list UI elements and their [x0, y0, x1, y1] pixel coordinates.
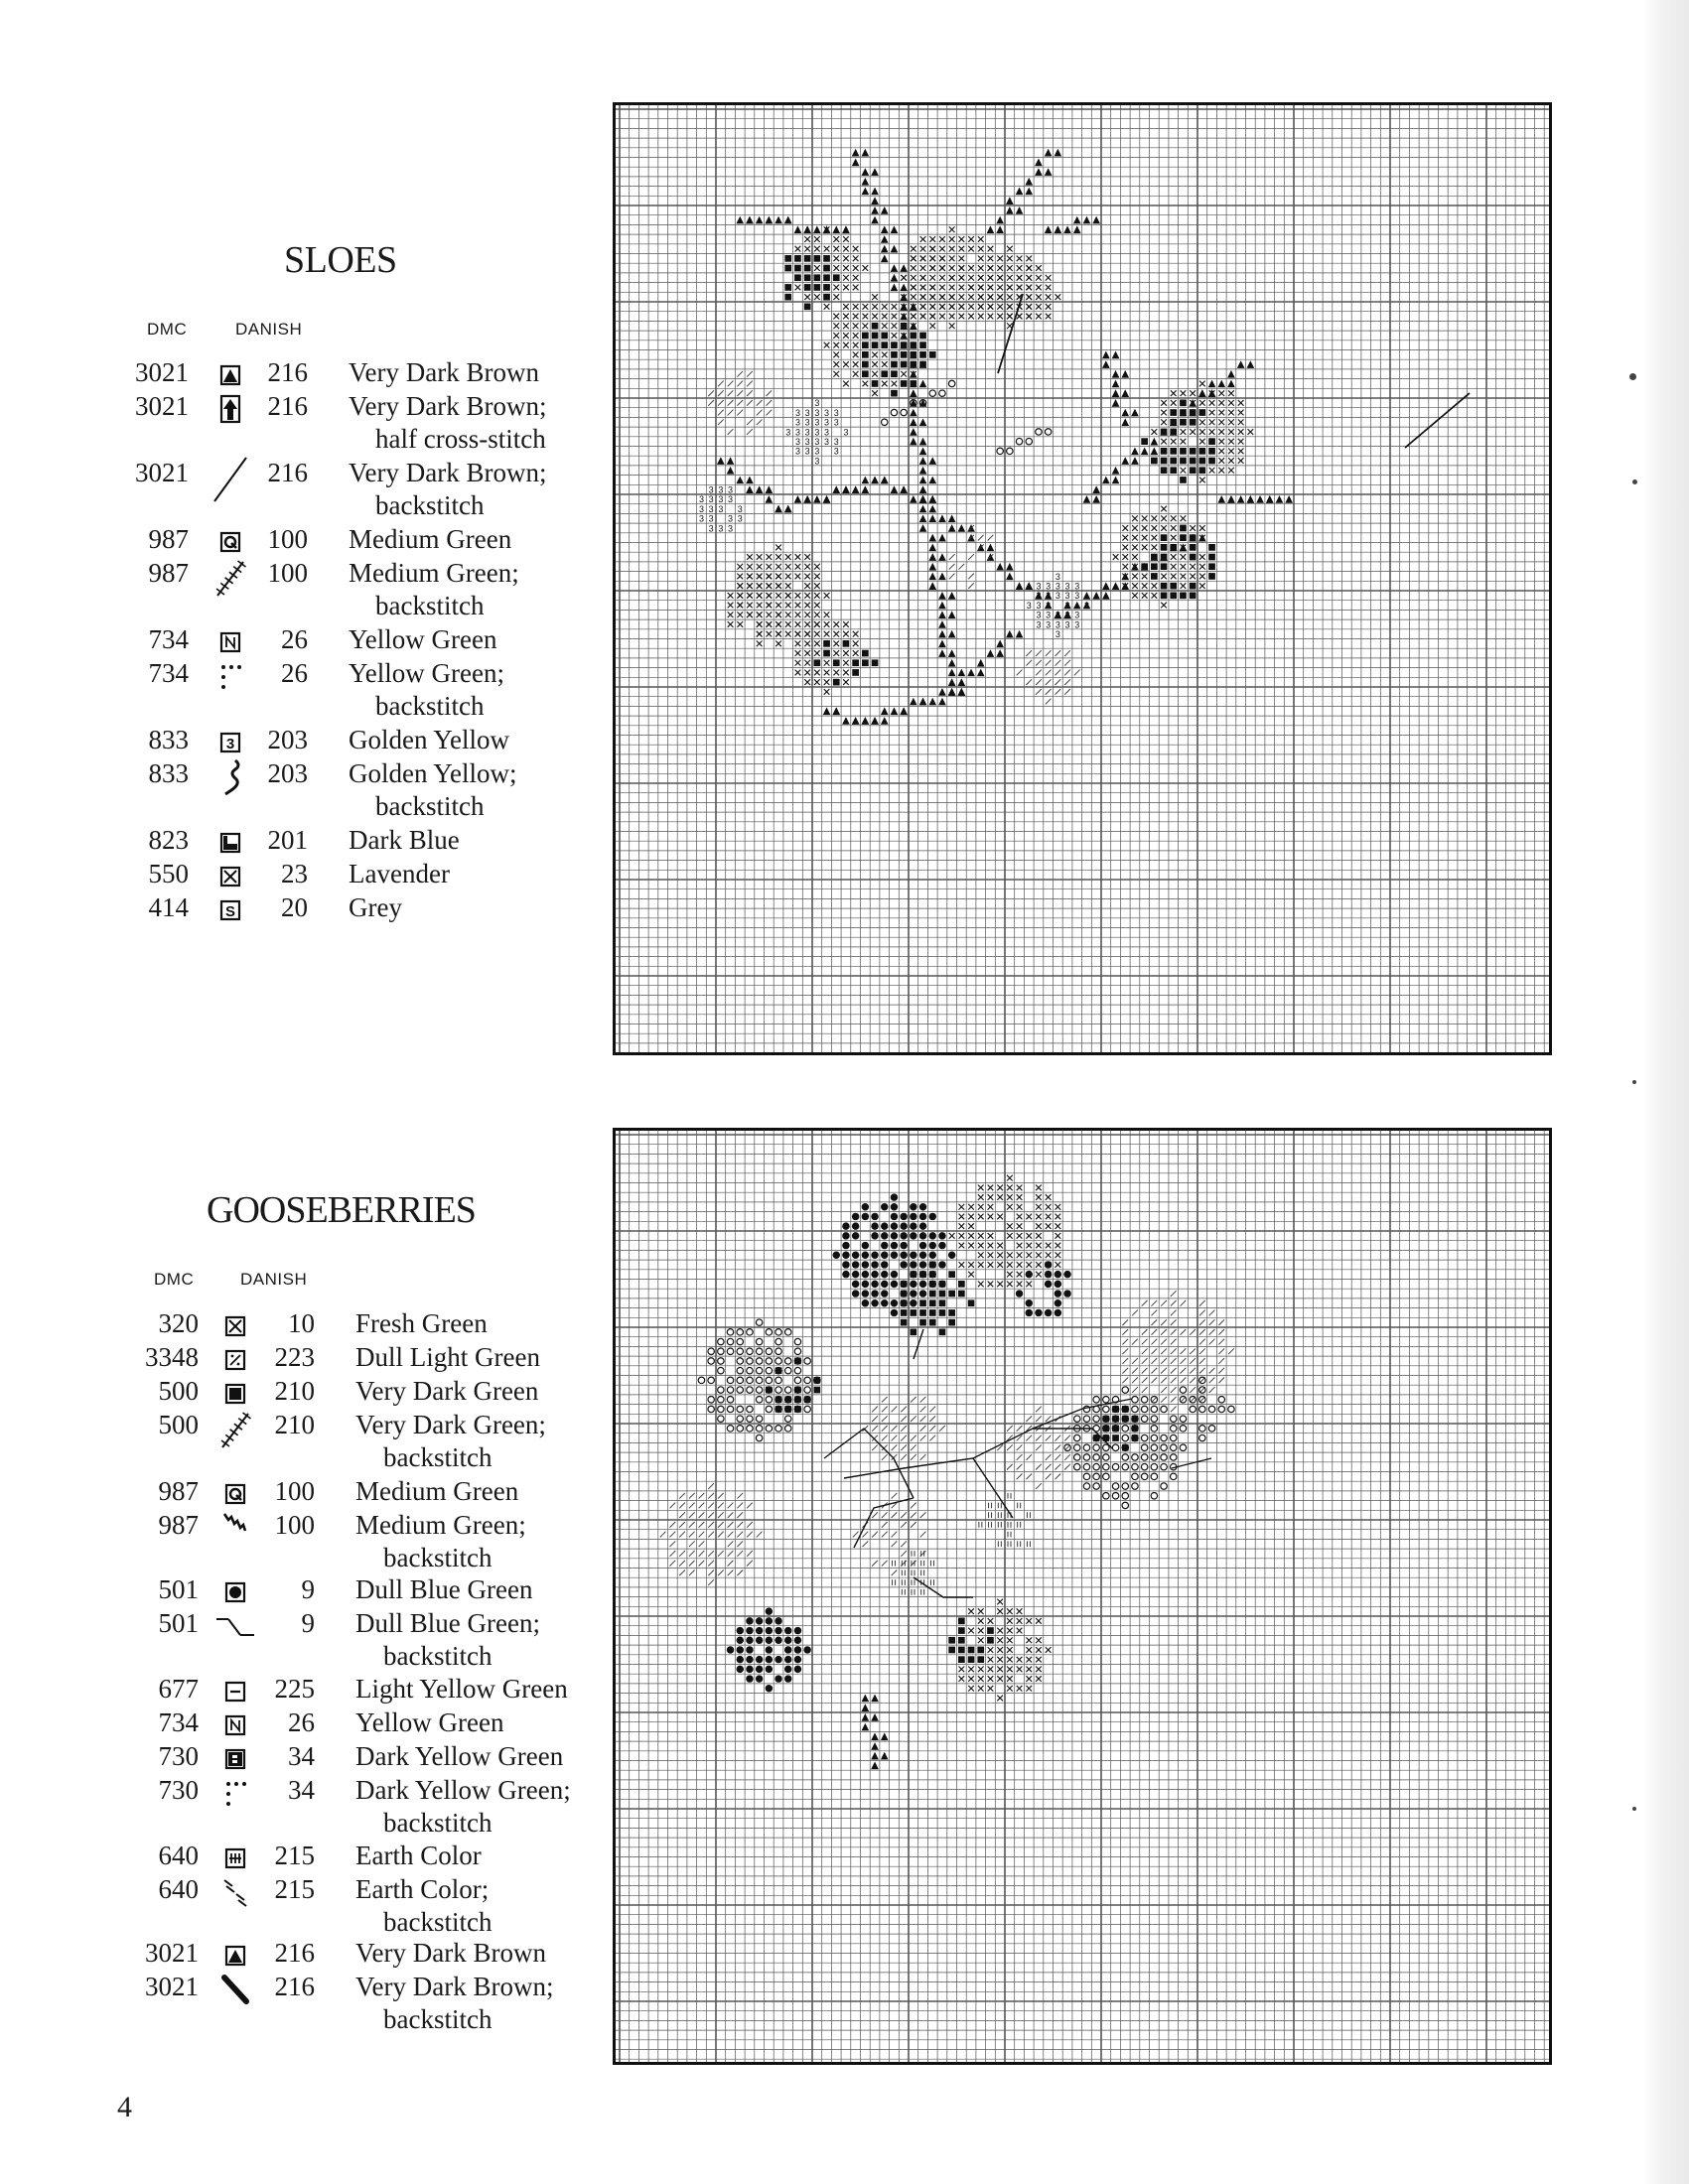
legend-row	[0, 1773, 596, 1838]
svg-text:3: 3	[718, 484, 724, 495]
color-name: Yellow Green	[349, 624, 497, 654]
svg-text:3: 3	[718, 523, 724, 534]
svg-text:3: 3	[824, 407, 830, 418]
dmc-number: 987	[148, 524, 189, 554]
svg-text:3: 3	[1064, 610, 1070, 620]
svg-text:3: 3	[728, 484, 734, 495]
svg-text:3: 3	[1074, 591, 1080, 602]
dmc-number: 501	[158, 1608, 199, 1638]
color-name: Medium Green;	[349, 558, 519, 588]
svg-text:3: 3	[794, 437, 800, 447]
color-name: Very Dark Green;	[355, 1410, 546, 1439]
legend-row	[0, 1936, 596, 1970]
dmc-number: 3021	[145, 1972, 199, 2001]
chart-grid	[616, 105, 1549, 1052]
svg-text:3: 3	[1055, 610, 1060, 620]
svg-text:3: 3	[1074, 610, 1080, 620]
svg-text:3: 3	[814, 398, 820, 409]
sloes-pattern-graphic	[616, 105, 1549, 1052]
sloes-dmc-header: DMC	[147, 320, 188, 339]
danish-number: 201	[267, 825, 308, 855]
danish-number: 216	[274, 1938, 315, 1968]
legend-row	[0, 756, 596, 821]
color-name: Dark Yellow Green	[355, 1741, 564, 1771]
danish-number: 225	[274, 1674, 315, 1704]
danish-number: 34	[288, 1775, 315, 1805]
legend-row	[0, 1839, 596, 1872]
svg-text:3: 3	[1046, 600, 1052, 611]
dmc-number: 730	[158, 1741, 199, 1771]
legend-row	[0, 522, 596, 556]
danish-number: 215	[274, 1841, 315, 1870]
svg-text:3: 3	[1064, 619, 1070, 630]
svg-text:3: 3	[804, 407, 810, 418]
svg-text:3: 3	[728, 513, 734, 524]
svg-text:3: 3	[1055, 571, 1060, 582]
gooseberries-danish-header: DANISH	[240, 1270, 308, 1289]
legend-row	[0, 890, 596, 924]
svg-text:3: 3	[833, 437, 839, 447]
svg-text:3: 3	[814, 417, 820, 428]
dmc-number: 640	[158, 1874, 199, 1904]
stitch-type: backstitch	[383, 1641, 493, 1671]
scan-speck	[1632, 479, 1637, 484]
svg-text:3: 3	[1036, 581, 1042, 592]
stitch-type: backstitch	[375, 490, 485, 520]
color-name: Very Dark Brown;	[349, 391, 547, 421]
danish-number: 203	[267, 758, 308, 788]
svg-text:3: 3	[1055, 629, 1060, 639]
danish-number: 216	[267, 357, 308, 387]
scan-speck	[1629, 373, 1636, 380]
svg-text:3: 3	[1055, 581, 1060, 592]
danish-number: 34	[288, 1741, 315, 1771]
danish-number: 216	[267, 458, 308, 487]
svg-text:3: 3	[1036, 600, 1042, 611]
dmc-number: 3021	[135, 357, 189, 387]
danish-number: 100	[267, 558, 308, 588]
color-name: Medium Green	[349, 524, 512, 554]
scan-speck	[1632, 1807, 1636, 1811]
chart-grid	[616, 1131, 1549, 2062]
dmc-number: 833	[148, 725, 189, 754]
dmc-number: 987	[158, 1510, 199, 1540]
danish-number: 210	[274, 1410, 315, 1439]
svg-text:3: 3	[833, 446, 839, 457]
svg-text:3: 3	[814, 437, 820, 447]
stitch-type: backstitch	[375, 791, 485, 821]
svg-text:3: 3	[814, 456, 820, 467]
legend-row	[0, 1508, 596, 1572]
svg-text:3: 3	[824, 427, 830, 438]
svg-text:3: 3	[1046, 619, 1052, 630]
svg-text:3: 3	[1055, 619, 1060, 630]
svg-text:3: 3	[708, 503, 714, 514]
dmc-number: 677	[158, 1674, 199, 1704]
dmc-number: 320	[158, 1308, 199, 1338]
gooseberries-cross-stitch-chart	[613, 1128, 1552, 2065]
svg-text:3: 3	[737, 513, 743, 524]
svg-text:3: 3	[814, 427, 820, 438]
svg-text:3: 3	[804, 437, 810, 447]
svg-text:3: 3	[794, 417, 800, 428]
danish-number: 210	[274, 1376, 315, 1406]
stitch-type: backstitch	[375, 591, 485, 620]
svg-text:3: 3	[1046, 591, 1052, 602]
svg-text:3: 3	[728, 494, 734, 505]
dmc-number: 823	[148, 825, 189, 855]
color-name: Earth Color;	[355, 1874, 490, 1904]
scan-speck	[1632, 1080, 1636, 1084]
svg-text:3: 3	[718, 503, 724, 514]
sloes-cross-stitch-chart	[613, 102, 1552, 1055]
page-number: 4	[117, 2091, 132, 2123]
color-name: Medium Green	[355, 1476, 519, 1506]
color-name: Yellow Green	[355, 1707, 504, 1737]
svg-text:3: 3	[708, 523, 714, 534]
svg-text:3: 3	[1064, 600, 1070, 611]
legend-row	[0, 1606, 596, 1671]
svg-text:3: 3	[718, 494, 724, 505]
color-name: Fresh Green	[355, 1308, 488, 1338]
gooseberries-title: GOOSEBERRIES	[207, 1189, 476, 1231]
danish-number: 20	[281, 892, 308, 922]
legend-row	[0, 656, 596, 721]
legend-row	[0, 1340, 596, 1374]
svg-text:3: 3	[824, 417, 830, 428]
danish-number: 100	[274, 1476, 315, 1506]
legend-row	[0, 1572, 596, 1606]
legend-row	[0, 389, 596, 454]
dmc-number: 987	[158, 1476, 199, 1506]
dmc-number: 414	[148, 892, 189, 922]
color-name: Golden Yellow	[349, 725, 510, 754]
svg-text:3: 3	[814, 407, 820, 418]
dmc-number: 640	[158, 1841, 199, 1870]
danish-number: 100	[274, 1510, 315, 1540]
svg-text:3: 3	[1036, 610, 1042, 620]
legend-row	[0, 857, 596, 890]
svg-text:3: 3	[794, 407, 800, 418]
legend-row	[0, 823, 596, 857]
color-name: Dull Light Green	[355, 1342, 540, 1372]
color-name: Dull Blue Green;	[355, 1608, 540, 1638]
dmc-number: 730	[158, 1775, 199, 1805]
legend-row	[0, 723, 596, 756]
svg-text:3: 3	[1026, 600, 1032, 611]
legend-row	[0, 1408, 596, 1472]
legend-row	[0, 1872, 596, 1937]
stitch-type: half cross-stitch	[375, 424, 546, 454]
legend-row	[0, 1739, 596, 1773]
svg-text:3: 3	[1036, 591, 1042, 602]
sloes-danish-header: DANISH	[235, 320, 303, 339]
svg-text:3: 3	[1046, 581, 1052, 592]
legend-row	[0, 1306, 596, 1340]
color-name: Very Dark Brown;	[355, 1972, 554, 2001]
color-name: Lavender	[349, 859, 450, 888]
svg-text:3: 3	[794, 427, 800, 438]
color-name: Very Dark Green	[355, 1376, 539, 1406]
color-name: Very Dark Brown	[349, 357, 539, 387]
svg-text:3: 3	[804, 417, 810, 428]
dmc-number: 833	[148, 758, 189, 788]
danish-number: 9	[301, 1608, 315, 1638]
dmc-number: 3021	[135, 391, 189, 421]
dmc-number: 500	[158, 1410, 199, 1439]
svg-text:3: 3	[1074, 619, 1080, 630]
gooseberries-pattern-graphic	[616, 1131, 1549, 2062]
danish-number: 100	[267, 524, 308, 554]
legend-row	[0, 1970, 596, 2034]
danish-number: 26	[281, 658, 308, 688]
svg-text:3: 3	[1055, 591, 1060, 602]
danish-number: 216	[267, 391, 308, 421]
dmc-number: 734	[148, 658, 189, 688]
svg-text:3: 3	[708, 513, 714, 524]
svg-text:3: 3	[1036, 619, 1042, 630]
svg-text:3: 3	[804, 446, 810, 457]
dmc-number: 3021	[135, 458, 189, 487]
svg-text:3: 3	[1074, 581, 1080, 592]
svg-text:3: 3	[833, 417, 839, 428]
color-name: Very Dark Brown	[355, 1938, 546, 1968]
danish-number: 216	[274, 1972, 315, 2001]
danish-number: 223	[274, 1342, 315, 1372]
svg-text:3: 3	[708, 484, 714, 495]
svg-text:3: 3	[1046, 610, 1052, 620]
stitch-type: backstitch	[383, 2004, 493, 2034]
svg-text:3: 3	[698, 503, 704, 514]
danish-number: 9	[301, 1574, 315, 1604]
svg-text:3: 3	[833, 407, 839, 418]
color-name: Earth Color	[355, 1841, 482, 1870]
legend-row	[0, 1474, 596, 1508]
svg-text:3: 3	[804, 427, 810, 438]
svg-text:3: 3	[698, 513, 704, 524]
danish-number: 26	[288, 1707, 315, 1737]
legend-row	[0, 355, 596, 389]
legend-row	[0, 1672, 596, 1706]
svg-text:3: 3	[1083, 600, 1089, 611]
dmc-number: 734	[158, 1707, 199, 1737]
dmc-number: 501	[158, 1574, 199, 1604]
svg-text:3: 3	[843, 427, 849, 438]
dmc-number: 3348	[145, 1342, 199, 1372]
svg-text:S: S	[224, 902, 236, 920]
dmc-number: 987	[148, 558, 189, 588]
gooseberries-dmc-header: DMC	[154, 1270, 195, 1289]
color-name: Grey	[349, 892, 402, 922]
color-name: Yellow Green;	[349, 658, 504, 688]
danish-number: 215	[274, 1874, 315, 1904]
svg-text:3: 3	[824, 437, 830, 447]
dmc-number: 734	[148, 624, 189, 654]
legend-row	[0, 622, 596, 656]
stitch-type: backstitch	[383, 1543, 493, 1572]
svg-text:3: 3	[728, 523, 734, 534]
svg-text:3: 3	[1064, 591, 1070, 602]
color-name: Dark Yellow Green;	[355, 1775, 571, 1805]
danish-number: 23	[281, 859, 308, 888]
dmc-number: 3021	[145, 1938, 199, 1968]
color-name: Dark Blue	[349, 825, 460, 855]
legend-row	[0, 456, 596, 520]
legend-row	[0, 556, 596, 620]
stitch-type: backstitch	[383, 1442, 493, 1472]
svg-text:3: 3	[814, 446, 820, 457]
svg-text:3: 3	[225, 735, 235, 752]
svg-text:3: 3	[698, 494, 704, 505]
dmc-number: 550	[148, 859, 189, 888]
color-name: Golden Yellow;	[349, 758, 517, 788]
stitch-type: backstitch	[383, 1808, 493, 1838]
svg-text:3: 3	[1064, 581, 1070, 592]
svg-text:3: 3	[737, 503, 743, 514]
page-edge-shadow	[1643, 0, 1689, 2184]
color-name: Dull Blue Green	[355, 1574, 533, 1604]
stitch-type: backstitch	[375, 691, 485, 721]
dmc-number: 500	[158, 1376, 199, 1406]
danish-number: 203	[267, 725, 308, 754]
danish-number: 10	[288, 1308, 315, 1338]
legend-row	[0, 1706, 596, 1739]
svg-text:3: 3	[794, 446, 800, 457]
color-name: Medium Green;	[355, 1510, 526, 1540]
svg-text:3: 3	[708, 494, 714, 505]
danish-number: 26	[281, 624, 308, 654]
legend-row	[0, 1374, 596, 1408]
svg-text:3: 3	[785, 427, 791, 438]
color-name: Light Yellow Green	[355, 1674, 568, 1704]
sloes-title: SLOES	[284, 239, 397, 281]
stitch-type: backstitch	[383, 1907, 493, 1937]
color-name: Very Dark Brown;	[349, 458, 547, 487]
